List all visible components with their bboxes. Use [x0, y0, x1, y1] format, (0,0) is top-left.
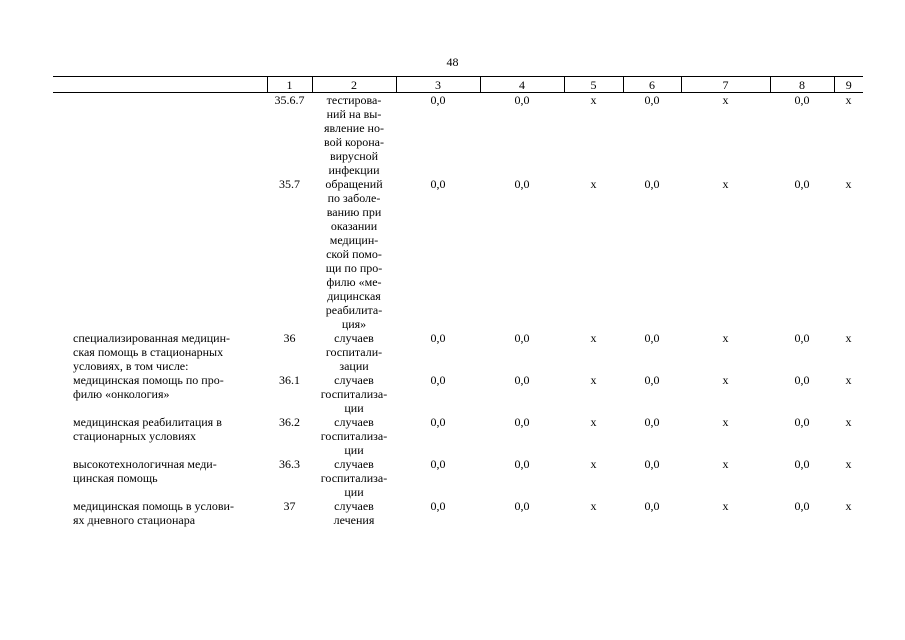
cell-col-5: х: [590, 177, 597, 191]
cell-col-3: 0,0: [430, 499, 446, 513]
header-cell-col-9: 9: [834, 77, 863, 93]
cell-col-5: х: [590, 331, 597, 345]
cell-col-5: х: [590, 373, 597, 387]
cell-col-8: 0,0: [794, 415, 810, 429]
row-unit: обращений по заболе- ванию при оказании медицин- ской помо- щи по про- филю «ме- дицинская реабилита- ция»: [325, 177, 383, 331]
cell-col-4: 0,0: [514, 93, 530, 107]
cell-col-3: 0,0: [430, 373, 446, 387]
row-unit: случаев госпитализа- ции: [320, 415, 388, 457]
cell-col-3: 0,0: [430, 177, 446, 191]
header-cell-blank: [53, 77, 267, 93]
row-code: 36.3: [279, 457, 300, 471]
cell-col-9: х: [845, 93, 852, 107]
row-unit: случаев госпитализа- ции: [320, 457, 388, 499]
row-label: высокотехнологичная меди- цинская помощь: [73, 457, 217, 485]
row-code: 35.6.7: [274, 93, 305, 107]
row-unit: случаев госпитализа- ции: [320, 373, 388, 415]
row-label: медицинская реабилитация в стационарных условиях: [73, 415, 222, 443]
cell-col-9: х: [845, 373, 852, 387]
cell-col-5: х: [590, 415, 597, 429]
row-unit: случаев госпитали- зации: [325, 331, 383, 373]
table-body: [53, 93, 863, 528]
cell-col-5: х: [590, 499, 597, 513]
cell-col-8: 0,0: [794, 177, 810, 191]
cell-col-3: 0,0: [430, 415, 446, 429]
table-row: [53, 499, 863, 527]
cell-col-9: х: [845, 331, 852, 345]
cell-col-8: 0,0: [794, 499, 810, 513]
row-label: [53, 177, 267, 331]
cell-col-7: х: [722, 373, 729, 387]
header-cell-col-5: 5: [564, 77, 623, 93]
row-code: 35.7: [279, 177, 300, 191]
header-cell-col-8: 8: [770, 77, 834, 93]
row-label: специализированная медицин- ская помощь в стационарных условиях, в том числе:: [73, 331, 230, 373]
cell-col-3: 0,0: [430, 457, 446, 471]
data-table: [53, 76, 863, 527]
cell-col-4: 0,0: [514, 457, 530, 471]
cell-col-9: х: [845, 177, 852, 191]
cell-col-4: 0,0: [514, 499, 530, 513]
page-number: 48: [446, 55, 459, 69]
cell-col-8: 0,0: [794, 457, 810, 471]
cell-col-4: 0,0: [514, 415, 530, 429]
cell-col-4: 0,0: [514, 331, 530, 345]
cell-col-4: 0,0: [514, 177, 530, 191]
cell-col-7: х: [722, 331, 729, 345]
header-cell-col-4: 4: [480, 77, 564, 93]
header-cell-col-3: 3: [396, 77, 480, 93]
row-code: 36: [283, 331, 296, 345]
cell-col-7: х: [722, 93, 729, 107]
cell-col-8: 0,0: [794, 93, 810, 107]
table-row: [53, 331, 863, 373]
header-cell-col-1: 1: [267, 77, 312, 93]
cell-col-5: х: [590, 93, 597, 107]
cell-col-7: х: [722, 415, 729, 429]
cell-col-5: х: [590, 457, 597, 471]
cell-col-4: 0,0: [514, 373, 530, 387]
table-header: [53, 77, 863, 93]
row-label: [53, 93, 267, 178]
cell-col-3: 0,0: [430, 331, 446, 345]
cell-col-6: 0,0: [644, 177, 660, 191]
header-row: [53, 77, 863, 93]
row-label: медицинская помощь по про- филю «онкология»: [73, 373, 224, 401]
cell-col-6: 0,0: [644, 93, 660, 107]
cell-col-9: х: [845, 415, 852, 429]
header-cell-col-7: 7: [681, 77, 770, 93]
table-row: [53, 177, 863, 331]
cell-col-7: х: [722, 499, 729, 513]
cell-col-9: х: [845, 499, 852, 513]
cell-col-3: 0,0: [430, 93, 446, 107]
row-unit: тестирова- ний на вы- явление но- вой корона- вирусной инфекции: [324, 93, 384, 177]
cell-col-6: 0,0: [644, 499, 660, 513]
cell-col-7: х: [722, 177, 729, 191]
row-label: медицинская помощь в услови- ях дневного стационара: [73, 499, 234, 527]
table-row: [53, 415, 863, 457]
row-unit: случаев лечения: [333, 499, 375, 527]
table-row: [53, 373, 863, 415]
cell-col-6: 0,0: [644, 457, 660, 471]
header-cell-col-2: 2: [312, 77, 396, 93]
table-row: [53, 93, 863, 178]
row-code: 36.2: [279, 415, 300, 429]
cell-col-6: 0,0: [644, 331, 660, 345]
table-row: [53, 457, 863, 499]
cell-col-9: х: [845, 457, 852, 471]
cell-col-6: 0,0: [644, 373, 660, 387]
row-code: 36.1: [279, 373, 300, 387]
cell-col-8: 0,0: [794, 373, 810, 387]
cell-col-8: 0,0: [794, 331, 810, 345]
row-code: 37: [283, 499, 296, 513]
header-cell-col-6: 6: [623, 77, 681, 93]
cell-col-7: х: [722, 457, 729, 471]
cell-col-6: 0,0: [644, 415, 660, 429]
